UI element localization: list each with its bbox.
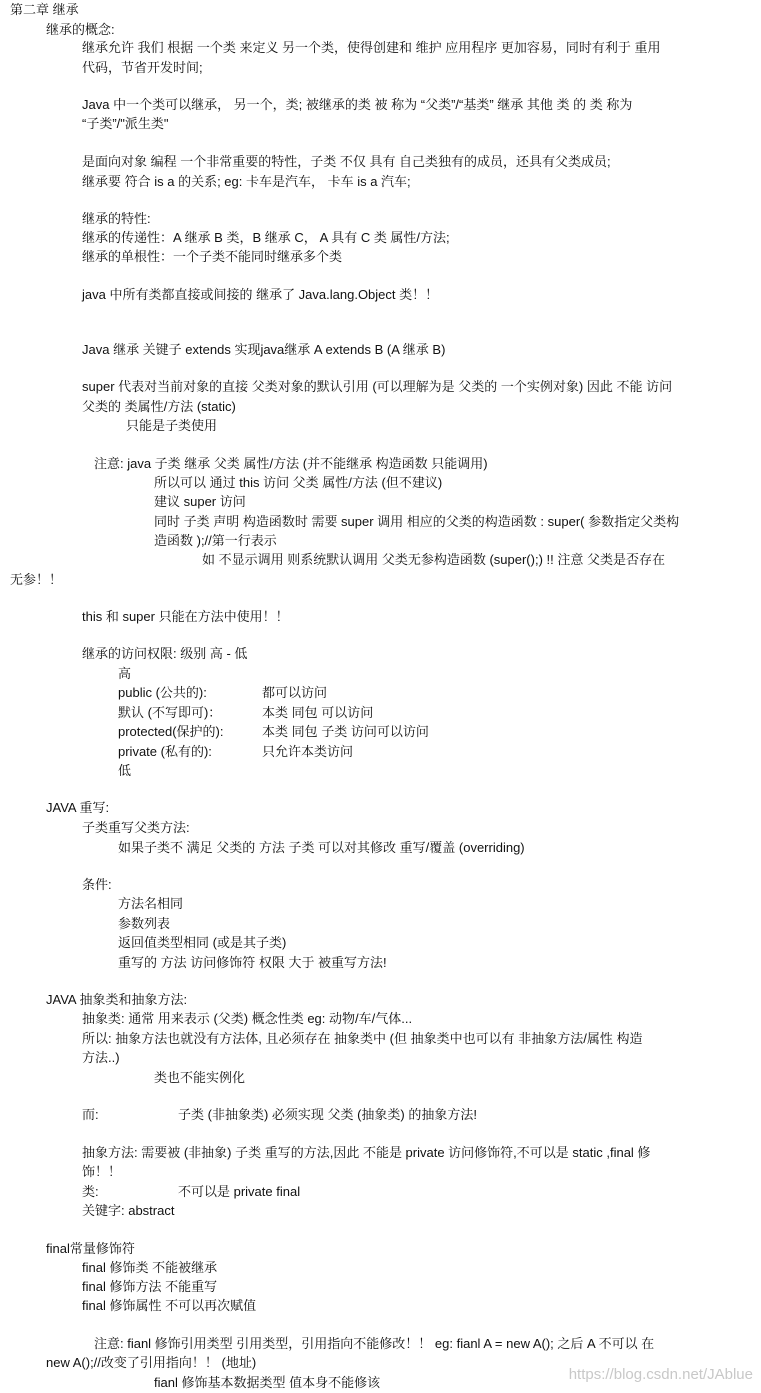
text-line: 抽象方法: 需要被 (非抽象) 子类 重写的方法,因此 不能是 private 访问修饰符,不可以是 static ,final 修	[82, 1145, 651, 1160]
text-line: “子类”/"派生类"	[82, 116, 169, 131]
text-line: 如果子类不 满足 父类的 方法 子类 可以对其修改 重写/覆盖 (overriding)	[118, 840, 525, 855]
text-line: new A();//改变了引用指向！！ (地址)	[46, 1355, 257, 1370]
text-line: 代码，节省开发时间;	[82, 60, 203, 75]
access-modifier: protected(保护的):	[118, 724, 224, 739]
text-line: 继承的访问权限: 级别 高 - 低	[82, 646, 248, 661]
text-line: 继承的传递性：A 继承 B 类，B 继承 C， A 具有 C 类 属性/方法;	[82, 230, 450, 245]
text-line: 继承要 符合 is a 的关系; eg: 卡车是汽车， 卡车 is a 汽车;	[82, 174, 411, 189]
text-line: 类也不能实例化	[154, 1070, 246, 1085]
text-line: this 和 super 只能在方法中使用！！	[82, 609, 289, 624]
text-line: 无参！！	[10, 572, 63, 587]
text-line: Java 中一个类可以继承， 另一个，类; 被继承的类 被 称为 “父类”/“基类” 继承 其他 类 的 类 称为	[82, 97, 633, 112]
text-line: 而:	[82, 1107, 99, 1122]
text-line: 建议 super 访问	[154, 494, 246, 509]
text-line: 子类重写父类方法:	[82, 820, 190, 835]
access-description: 都可以访问	[262, 685, 328, 700]
text-line: final 修饰方法 不能重写	[82, 1279, 218, 1294]
note-line: 注意: java 子类 继承 父类 属性/方法 (并不能继承 构造函数 只能调用)	[94, 456, 488, 471]
text-line: 所以: 抽象方法也就没有方法体, 且必须存在 抽象类中 (但 抽象类中也可以有 非抽象方法/属性 构造	[82, 1031, 643, 1046]
text-line: 父类的 类属性/方法 (static)	[82, 399, 236, 414]
text-line: 继承的单根性：一个子类不能同时继承多个类	[82, 249, 343, 264]
text-line: 高	[118, 666, 132, 681]
text-line: fianl 修饰基本数据类型 值本身不能修该	[154, 1375, 381, 1390]
text-line: java 中所有类都直接或间接的 继承了 Java.lang.Object 类！！	[82, 287, 439, 302]
section-heading: 继承的概念:	[46, 22, 115, 37]
text-line: 饰！！	[82, 1164, 122, 1179]
text-line: Java 继承 关键子 extends 实现java继承 A extends B (A 继承 B)	[82, 342, 446, 357]
text-line: 抽象类: 通常 用来表示 (父类) 概念性类 eg: 动物/车/气体...	[82, 1011, 413, 1026]
watermark: https://blog.csdn.net/JAblue	[568, 1366, 753, 1383]
text-line: 不可以是 private final	[178, 1184, 301, 1199]
access-description: 本类 同包 子类 访问可以访问	[262, 724, 429, 739]
text-line: 同时 子类 声明 构造函数时 需要 super 调用 相应的父类的构造函数 : super( 参数指定父类构	[154, 514, 680, 529]
chapter-title: 第二章 继承	[10, 2, 79, 17]
section-heading: JAVA 重写:	[46, 800, 110, 815]
text-line: 所以可以 通过 this 访问 父类 属性/方法 (但不建议)	[154, 475, 443, 490]
text-line: 是面向对象 编程 一个非常重要的特性，子类 不仅 具有 自己类独有的成员，还具有父类成员;	[82, 154, 611, 169]
text-line: 参数列表	[118, 916, 171, 931]
access-description: 只允许本类访问	[262, 744, 354, 759]
text-line: 重写的 方法 访问修饰符 权限 大于 被重写方法!	[118, 955, 387, 970]
text-line: 继承的特性:	[82, 211, 151, 226]
text-line: 如 不显示调用 则系统默认调用 父类无参构造函数 (super();) !! 注意 父类是否存在	[202, 552, 665, 567]
text-line: final 修饰属性 不可以再次赋值	[82, 1298, 257, 1313]
note-line: 注意: fianl 修饰引用类型 引用类型，引用指向不能修改！！ eg: fianl A = new A(); 之后 A 不可以 在	[94, 1336, 655, 1351]
text-line: 类:	[82, 1184, 99, 1199]
text-line: 低	[118, 763, 132, 778]
text-line: super 代表对当前对象的直接 父类对象的默认引用 (可以理解为是 父类的 一个实例对象) 因此 不能 访问	[82, 379, 673, 394]
access-modifier: 默认 (不写即可)：	[118, 705, 222, 720]
text-line: 关键字: abstract	[82, 1203, 175, 1218]
section-heading: JAVA 抽象类和抽象方法:	[46, 992, 188, 1007]
text-line: 返回值类型相同 (或是其子类)	[118, 935, 287, 950]
section-heading: final常量修饰符	[46, 1241, 135, 1256]
access-modifier: private (私有的):	[118, 744, 212, 759]
text-line: 条件:	[82, 877, 112, 892]
text-line: 子类 (非抽象类) 必须实现 父类 (抽象类) 的抽象方法!	[178, 1107, 477, 1122]
text-line: 方法..)	[82, 1050, 120, 1065]
text-line: final 修饰类 不能被继承	[82, 1260, 218, 1275]
text-line: 造函数 );//第一行表示	[154, 533, 277, 548]
text-line: 继承允许 我们 根据 一个类 来定义 另一个类，使得创建和 维护 应用程序 更加容易，同时有利于 重用	[82, 40, 661, 55]
access-description: 本类 同包 可以访问	[262, 705, 374, 720]
text-line: 只能是子类使用	[126, 418, 218, 433]
access-modifier: public (公共的):	[118, 685, 207, 700]
text-line: 方法名相同	[118, 896, 184, 911]
